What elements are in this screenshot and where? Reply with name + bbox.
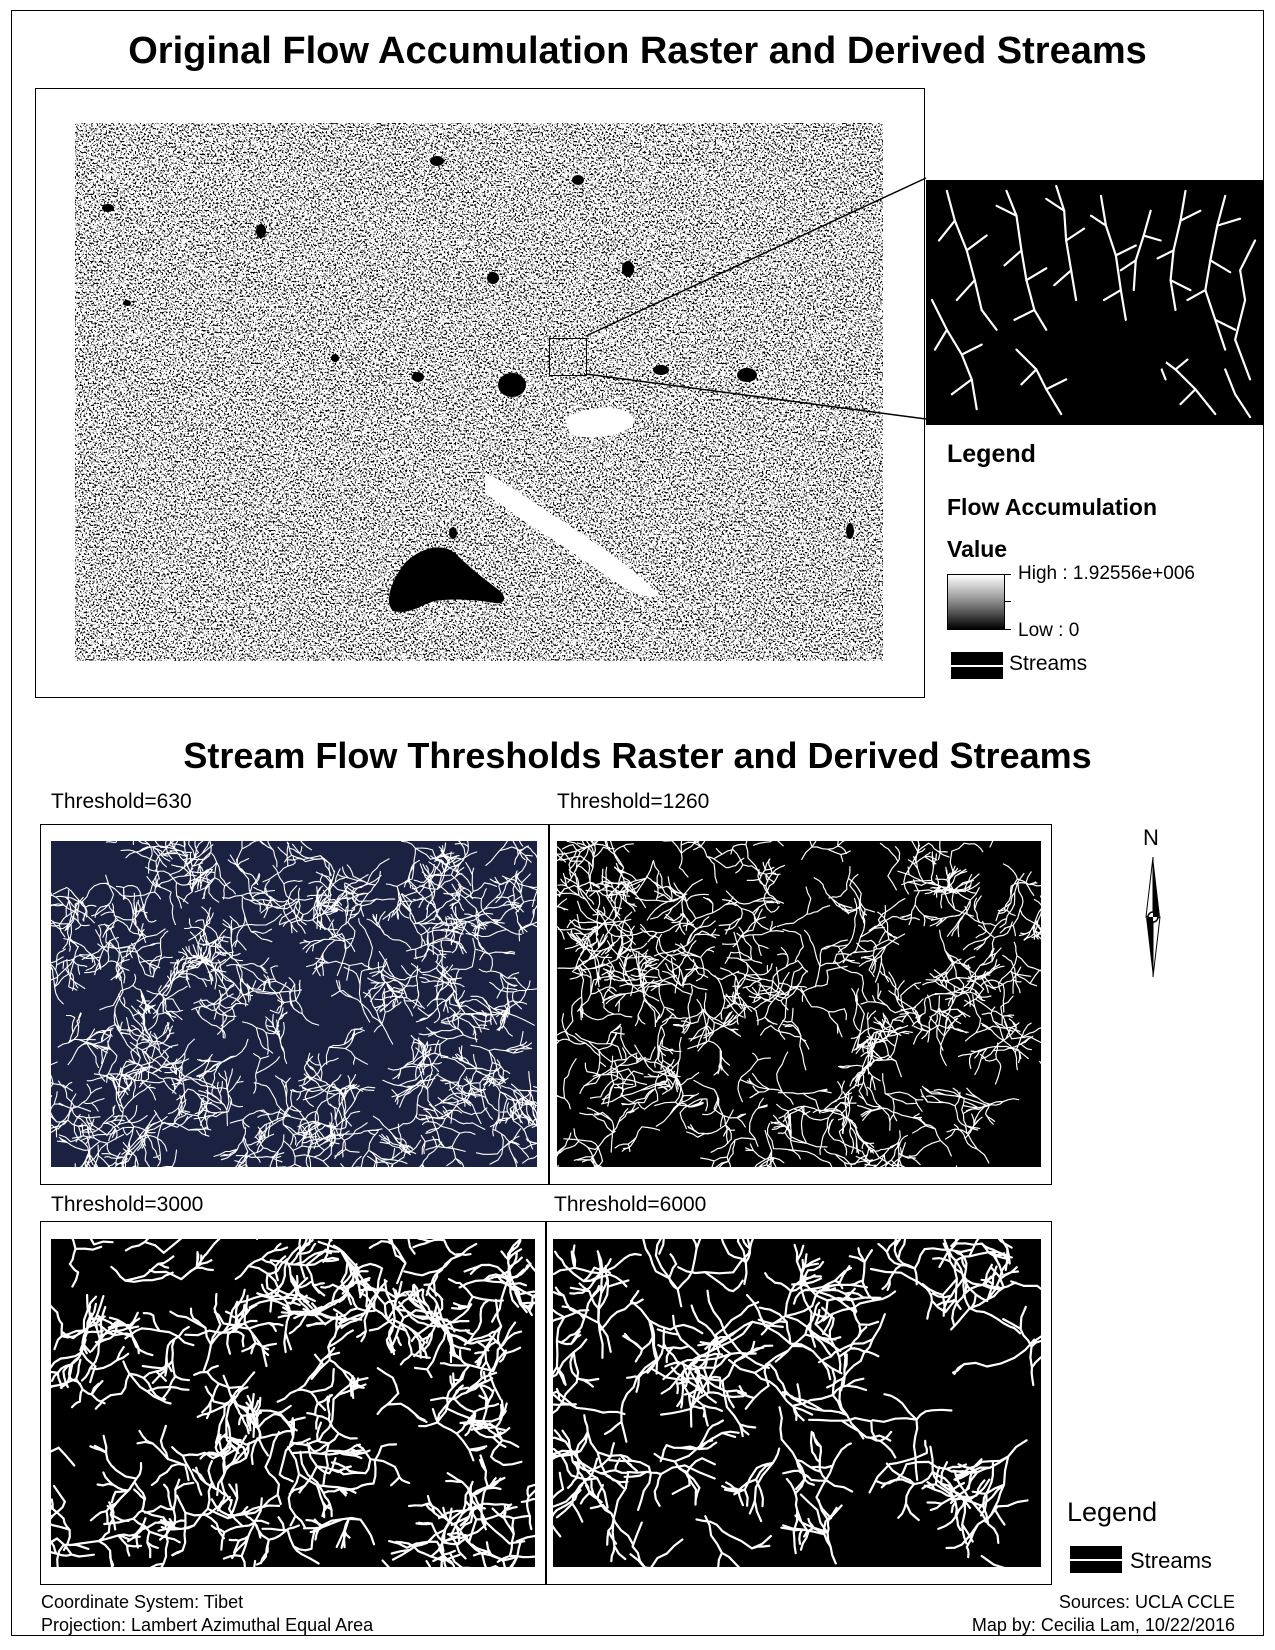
panel-label-3000: Threshold=3000 xyxy=(51,1193,204,1216)
gradient-high-tick xyxy=(1005,574,1011,575)
gradient-high-label: High : 1.92556e+006 xyxy=(1018,563,1195,584)
streams-label-bottom: Streams xyxy=(1130,1548,1212,1573)
main-title: Original Flow Accumulation Raster and Derived Streams xyxy=(128,30,1147,72)
panel-background xyxy=(51,1239,535,1567)
flow-gradient-ramp xyxy=(947,574,1005,630)
coordinate-system-text: Coordinate System: Tibet xyxy=(41,1592,244,1612)
panel-630-svg xyxy=(51,841,537,1167)
top-legend-heading: Legend xyxy=(947,440,1036,468)
threshold-row-top-divider xyxy=(548,824,550,1185)
inset-stream-network xyxy=(927,181,1262,424)
bottom-legend-heading: Legend xyxy=(1067,1497,1158,1527)
streams-swatch-bottom xyxy=(1070,1546,1122,1573)
streams-label-top: Streams xyxy=(1009,652,1088,675)
sources-text: Sources: UCLA CCLE xyxy=(1058,1592,1235,1612)
panel-630[interactable] xyxy=(51,841,537,1167)
panel-1260[interactable] xyxy=(557,841,1041,1167)
gradient-low-label: Low : 0 xyxy=(1018,620,1080,641)
panel-label-6000: Threshold=6000 xyxy=(554,1193,707,1216)
map-by-text: Map by: Cecilia Lam, 10/22/2016 xyxy=(971,1615,1235,1635)
panel-1260-svg xyxy=(557,841,1041,1167)
projection-text: Projection: Lambert Azimuthal Equal Area xyxy=(41,1615,374,1635)
panel-6000[interactable] xyxy=(553,1239,1041,1567)
streams-swatch-top xyxy=(951,652,1003,679)
section-title: Stream Flow Thresholds Raster and Derived Streams xyxy=(183,735,1092,776)
panel-3000[interactable] xyxy=(51,1239,535,1567)
inset-lake xyxy=(1069,322,1168,385)
north-arrow-icon xyxy=(1138,855,1168,980)
gradient-mid-tick xyxy=(1005,601,1011,602)
top-legend-field: Value xyxy=(947,536,1008,562)
inset-map[interactable] xyxy=(926,180,1263,425)
connector-line-bottom xyxy=(586,374,926,419)
panel-label-630: Threshold=630 xyxy=(51,790,192,813)
threshold-row-bottom-divider xyxy=(545,1221,547,1585)
north-arrow-label: N xyxy=(1143,825,1159,850)
top-legend-layer: Flow Accumulation xyxy=(947,494,1157,520)
panel-label-1260: Threshold=1260 xyxy=(557,790,710,813)
panel-6000-svg xyxy=(553,1239,1041,1567)
gradient-low-tick xyxy=(1005,629,1011,630)
connector-line-top xyxy=(586,178,926,336)
panel-3000-svg xyxy=(51,1239,535,1567)
